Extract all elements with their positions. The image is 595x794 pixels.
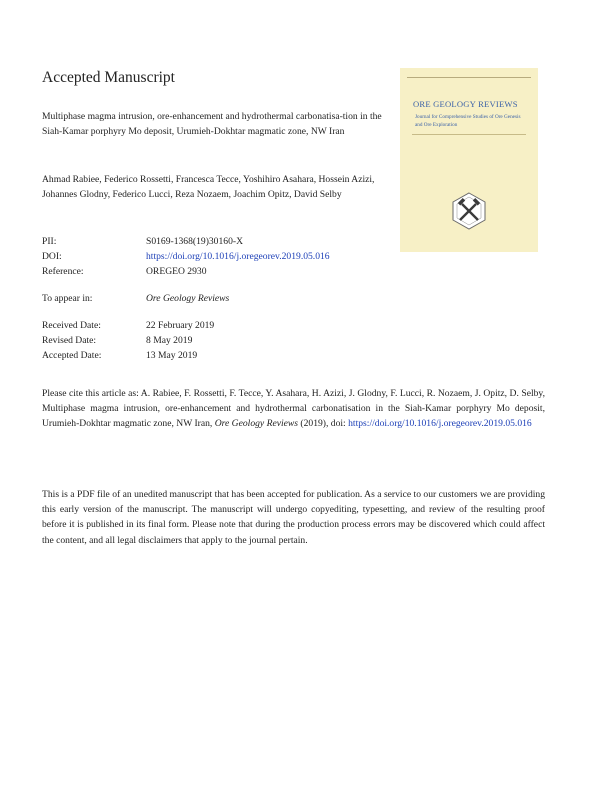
cover-journal-title: ORE GEOLOGY REVIEWS [413, 99, 518, 109]
appear-journal: Ore Geology Reviews [146, 293, 230, 304]
appear-label: To appear in: [42, 293, 93, 304]
revised-value: 8 May 2019 [146, 335, 193, 346]
citation-doi-link[interactable]: https://doi.org/10.1016/j.oregeorev.2019.05.016 [348, 418, 532, 430]
cover-top-rule [407, 77, 531, 78]
cover-subtitle: Journal for Comprehensive Studies of Ore Genesis and Ore Exploration [415, 114, 521, 128]
received-label: Received Date: [42, 320, 101, 331]
reference-value: OREGEO 2930 [146, 266, 207, 277]
citation-text: Please cite this article as: A. Rabiee, F. Rossetti, F. Tecce, Y. Asahara, H. Azizi, J. Glodny, F. Lucci, R. Nozaem, J. Opitz, D. Selby, Multiphase magma intrusion, ore-enhancement and hydrothermal carbonatisation in the Siah-Kamar porphyry Mo deposit, Urumieh-Dokhtar magmatic zone, NW Iran, [42, 388, 545, 430]
article-title: Multiphase magma intrusion, ore-enhancement and hydrothermal carbonatisa-tion in the Siah-Kamar porphyry Mo deposit, Urumieh-Dokhtar magmatic zone, NW Iran [42, 111, 382, 137]
page-heading: Accepted Manuscript [42, 69, 175, 86]
author-list: Ahmad Rabiee, Federico Rossetti, Francesca Tecce, Yoshihiro Asahara, Hossein Azizi, Johannes Glodny, Federico Lucci, Reza Nozaem, Joachim Opitz, David Selby [42, 174, 375, 200]
citation-journal: Ore Geology Reviews [214, 418, 299, 430]
doi-link[interactable]: https://doi.org/10.1016/j.oregeorev.2019.05.016 [146, 251, 330, 262]
accepted-value: 13 May 2019 [146, 350, 198, 361]
accepted-label: Accepted Date: [42, 350, 102, 361]
citation-paragraph [42, 386, 545, 432]
pii-value: S0169-1368(19)30160-X [146, 236, 243, 247]
revised-label: Revised Date: [42, 335, 97, 346]
disclaimer-paragraph: This is a PDF file of an unedited manuscript that has been accepted for publication. As a service to our customers we are providing this early version of the manuscript. The manuscript will undergo copyediting, typesetting, and review of the resulting proof before it is published in its final form. Please note that during the production process errors may be discovered which could affect the content, and all legal disclaimers that apply to the journal pertain. [42, 489, 545, 546]
pii-label: PII: [42, 236, 57, 247]
doi-label: DOI: [42, 251, 62, 262]
journal-cover [400, 68, 538, 252]
cover-divider [412, 134, 526, 135]
citation-middle: (2019), doi: [298, 418, 349, 430]
reference-label: Reference: [42, 266, 84, 277]
crossed-hammers-emblem-icon [449, 191, 489, 231]
received-value: 22 February 2019 [146, 320, 215, 331]
